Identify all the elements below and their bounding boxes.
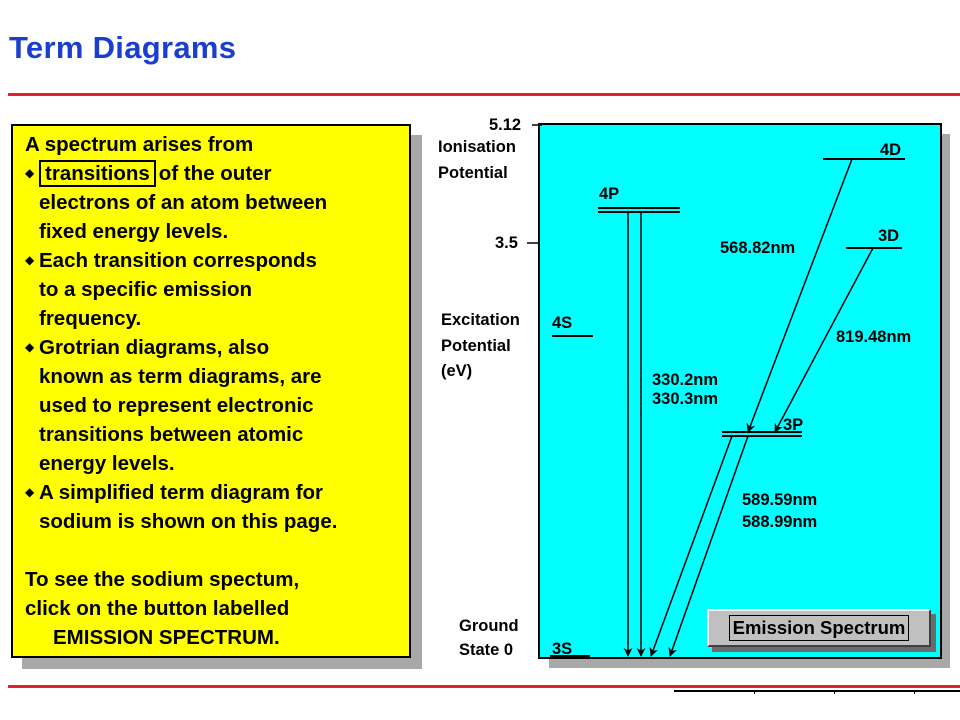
- level-label-3s: 3S: [552, 640, 573, 658]
- bullet-text: electrons of an atom between: [39, 191, 328, 214]
- emission-spectrum-button[interactable]: [707, 609, 931, 647]
- ionisation-label: Potential: [438, 164, 508, 182]
- bullet-text: Grotrian diagrams, also: [39, 336, 270, 359]
- transitions-link[interactable]: transitions: [39, 160, 156, 187]
- wavelength-label: 589.59nm: [742, 491, 818, 509]
- excitation-label: Excitation: [441, 311, 520, 329]
- bullet-text: used to represent electronic: [39, 394, 314, 417]
- bullet-text: energy levels.: [39, 452, 175, 475]
- instruction-text: To see the sodium spectum,: [25, 568, 300, 591]
- bullet-text: frequency.: [39, 307, 142, 330]
- diamond-bullet-icon: ◆: [25, 253, 35, 267]
- button-label: Emission Spectrum: [729, 615, 910, 641]
- instruction-text: EMISSION SPECTRUM.: [53, 626, 280, 649]
- bullet-text: Each transition corresponds: [39, 249, 317, 272]
- wavelength-label: 819.48nm: [836, 328, 912, 346]
- ground-state-label: Ground: [459, 617, 519, 635]
- ionisation-label: Ionisation: [438, 138, 516, 156]
- level-label-4s: 4S: [552, 314, 573, 332]
- bullet-text: transitions between atomic: [39, 423, 304, 446]
- wavelength-label: 330.2nm: [652, 371, 719, 389]
- bullet-text: sodium is shown on this page.: [39, 510, 338, 533]
- bullet-text: of the outer: [158, 162, 272, 185]
- excitation-label: Potential: [441, 337, 511, 355]
- instruction-text: click on the button labelled: [25, 597, 290, 620]
- intro-text: A spectrum arises from: [25, 133, 254, 156]
- bullet-text: to a specific emission: [39, 278, 253, 301]
- bullet-text: known as term diagrams, are: [39, 365, 322, 388]
- wavelength-label: 568.82nm: [720, 239, 796, 257]
- bottom-divider: [8, 685, 960, 688]
- page-title: Term Diagrams: [9, 30, 237, 65]
- level-label-4p: 4P: [599, 185, 620, 203]
- level-label-4d: 4D: [880, 141, 902, 159]
- diamond-bullet-icon: ◆: [25, 485, 35, 499]
- level-label-3d: 3D: [878, 227, 900, 245]
- wavelength-label: 330.3nm: [652, 390, 719, 408]
- axis-tick-label: 5.12: [489, 116, 522, 134]
- axis-tick-label: 3.5: [495, 234, 518, 252]
- bullet-text: A simplified term diagram for: [39, 481, 324, 504]
- level-label-3p: 3P: [783, 416, 804, 434]
- bottom-tick-marks: [674, 690, 960, 720]
- diamond-bullet-icon: ◆: [25, 340, 35, 354]
- diamond-bullet-icon: ◆: [25, 166, 35, 180]
- wavelength-label: 588.99nm: [742, 513, 818, 531]
- ground-state-label: State 0: [459, 641, 514, 659]
- bullet-text: fixed energy levels.: [39, 220, 229, 243]
- diagram-panel: [539, 124, 941, 658]
- excitation-label: (eV): [441, 362, 473, 380]
